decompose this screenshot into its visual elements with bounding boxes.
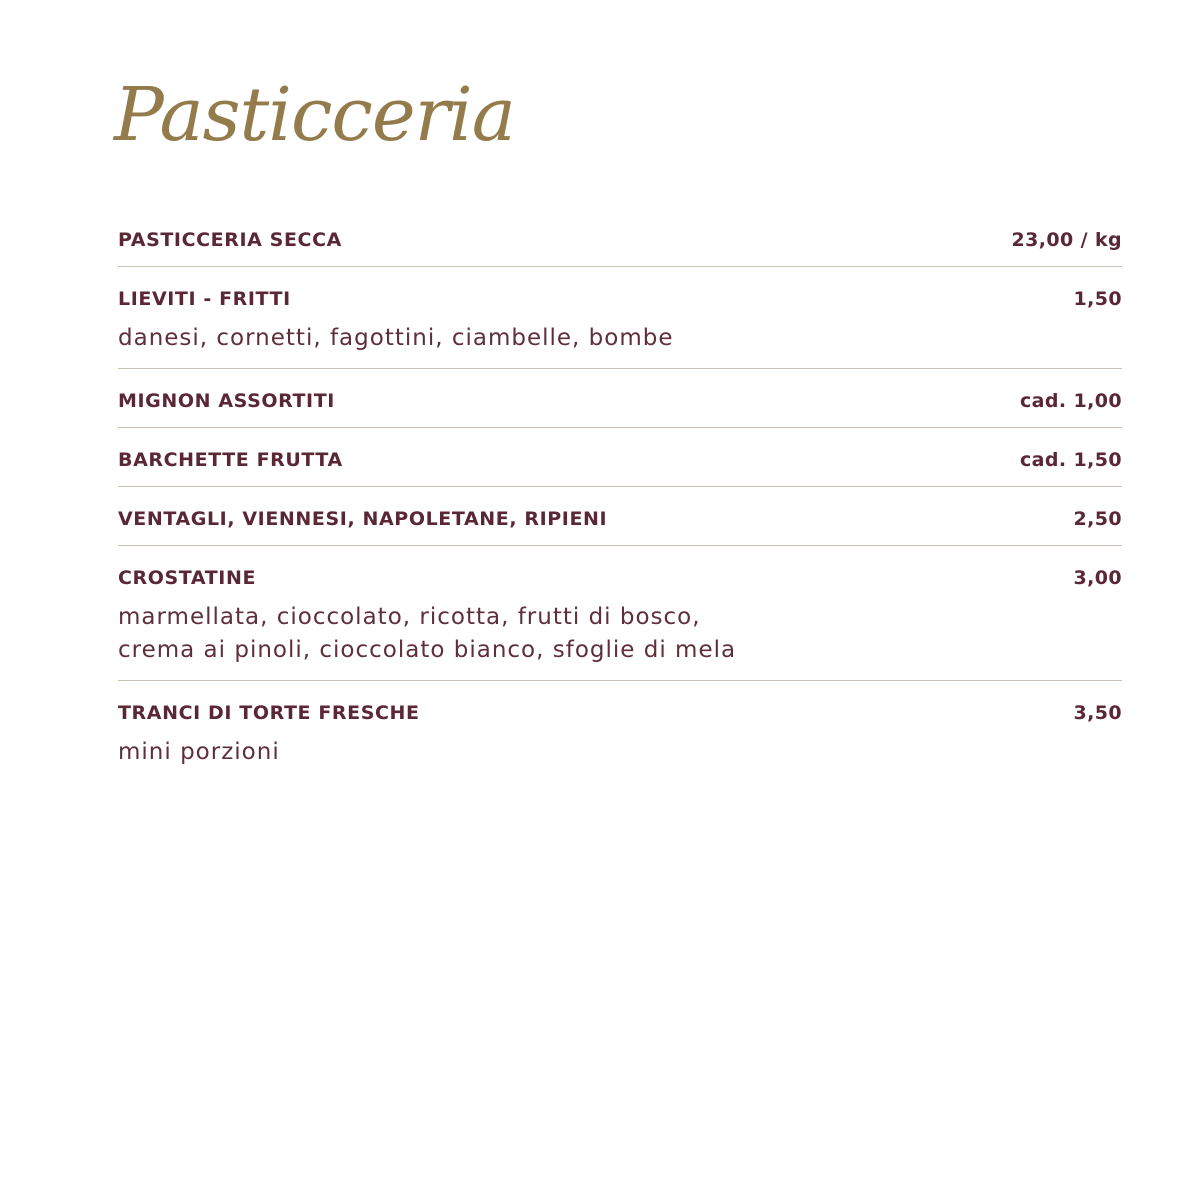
menu-item-row: [118, 565, 1122, 591]
menu-item-price: 2,50: [1073, 508, 1122, 530]
menu-item-description: [118, 601, 1122, 667]
menu-item-row: [118, 447, 1122, 473]
menu-item-description: [118, 736, 1122, 769]
menu-item: [118, 697, 1122, 782]
menu-item-name: BARCHETTE FRUTTA: [118, 449, 343, 471]
menu-item-name: LIEVITI - FRITTI: [118, 288, 291, 310]
page-title: Pasticceria: [114, 72, 515, 158]
menu-item-price: 3,50: [1073, 702, 1122, 724]
menu-item-name: VENTAGLI, VIENNESI, NAPOLETANE, RIPIENI: [118, 508, 608, 530]
menu-item-price: 1,50: [1073, 288, 1122, 310]
menu-item-row: [118, 286, 1122, 312]
menu-item-description: [118, 322, 1122, 355]
menu-item: [118, 562, 1122, 681]
menu-item: [118, 224, 1122, 267]
menu-item-name: TRANCI DI TORTE FRESCHE: [118, 702, 420, 724]
menu-item: [118, 385, 1122, 428]
menu-item-price: 3,00: [1073, 567, 1122, 589]
menu-item-name: CROSTATINE: [118, 567, 257, 589]
menu-item-row: [118, 388, 1122, 414]
menu-item-row: [118, 506, 1122, 532]
menu-item-price: cad. 1,50: [1020, 449, 1122, 471]
menu-item-description-line: marmellata, cioccolato, ricotta, frutti di bosco,: [118, 604, 701, 630]
menu-item-description-line: mini porzioni: [118, 739, 280, 765]
menu-item-description-line: crema ai pinoli, cioccolato bianco, sfoglie di mela: [118, 637, 737, 663]
menu-item: [118, 444, 1122, 487]
menu-item-row: [118, 227, 1122, 253]
menu-item-name: MIGNON ASSORTITI: [118, 390, 335, 412]
menu-item-name: PASTICCERIA SECCA: [118, 229, 342, 251]
menu-list: [118, 224, 1122, 798]
menu-item: [118, 503, 1122, 546]
menu-item-row: [118, 700, 1122, 726]
menu-item-price: cad. 1,00: [1020, 390, 1122, 412]
menu-item-price: 23,00 / kg: [1011, 229, 1122, 251]
menu-item-description-line: danesi, cornetti, fagottini, ciambelle, bombe: [118, 325, 674, 351]
menu-item: [118, 283, 1122, 369]
